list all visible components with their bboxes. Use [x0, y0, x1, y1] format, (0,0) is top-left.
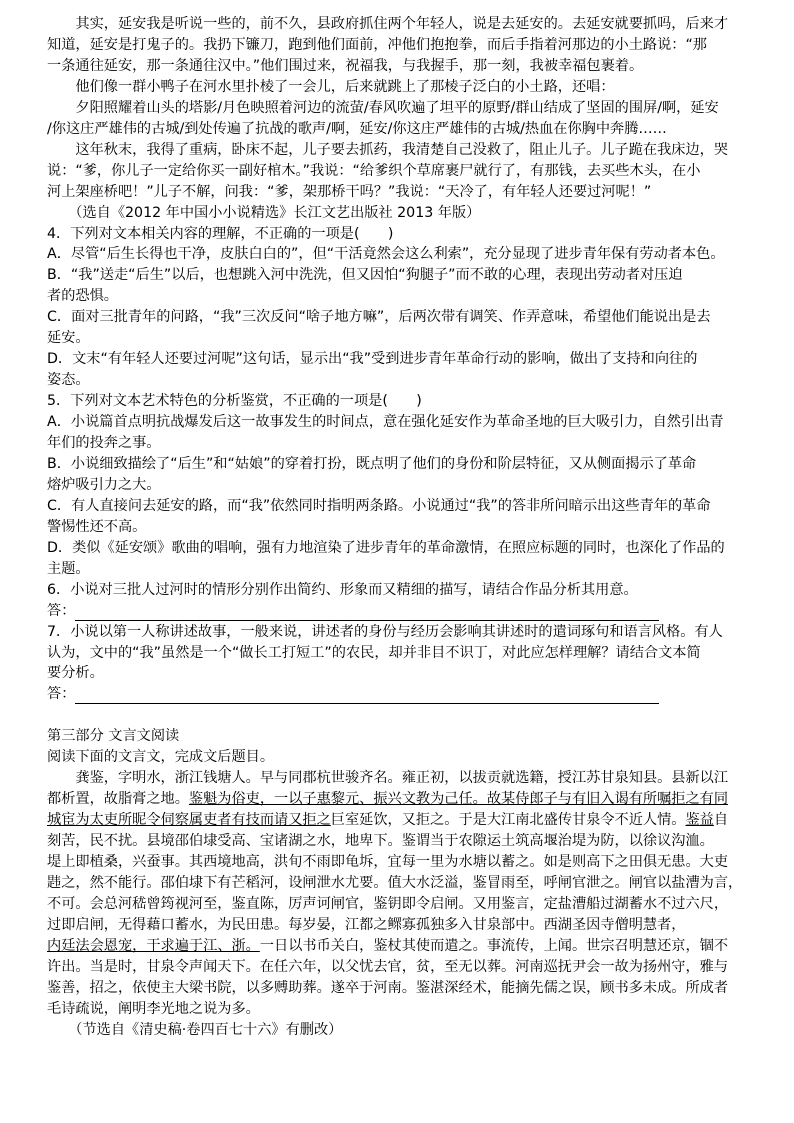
line-text: 5．下列对文本艺术特色的分析鉴赏，不正确的一项是( )	[47, 393, 422, 410]
text-line	[47, 663, 104, 683]
text-line	[47, 119, 667, 139]
text-line	[47, 433, 161, 453]
line-text: 过即启闸，无得藉口蓄水，为民田患。每岁晏，江都之鳏寡孤独多入甘泉部中。西湖圣因寺僧明慧者，	[47, 916, 686, 933]
line-text: 第三部分 文言文阅读	[47, 728, 180, 745]
text-line	[47, 328, 90, 348]
text-line	[47, 496, 711, 516]
line-text: 鉴善，招之，依使主大梁书院，以多赙助葬。遂卒于河南。鉴湛深经术，能摘先儒之误，顾书多未成。所成者	[47, 979, 729, 996]
text-line	[47, 873, 742, 893]
text-line	[47, 224, 393, 244]
text-line	[47, 747, 274, 767]
line-text: 毛诗疏说，阐明李光地之说为多。	[47, 1000, 260, 1017]
line-text: 7．小说以第一人称讲述故事，一般来说，讲述者的身份与经历会影响其讲述时的遣词琢句和语言风格。有人	[47, 623, 723, 640]
line-text: 一条通往延安，那一条通往汉中。”他们围过来，祝福我，与我握手，那一刻，我被幸福包裹着。	[47, 57, 644, 74]
text-line	[47, 307, 711, 327]
text-line	[47, 517, 146, 537]
line-text: 阅读下面的文言文，完成文后题目。	[47, 749, 275, 766]
underlined-text: 城宦为太吏所昵令伺察属吏者有技而请又拒之	[47, 812, 331, 829]
text-line	[47, 77, 615, 97]
text-line	[47, 580, 638, 600]
text-line	[47, 286, 118, 306]
line-text: 其实，延安我是听说一些的，前不久，县政府抓住两个年轻人，说是去延安的。去延安就要抓吗，后来才	[47, 16, 729, 32]
line-text: 要分析。	[47, 665, 104, 682]
text-segment: 自	[713, 812, 729, 829]
text-line	[47, 999, 260, 1019]
text-line	[47, 726, 179, 746]
answer-blank[interactable]	[75, 689, 659, 704]
line-text: B．“我”送走“后生”以后，也想跳入河中洗洗，但又因怕“狗腿子”而不敢的心理，表现出劳动者对压迫	[47, 267, 683, 284]
text-line	[47, 894, 728, 914]
line-text: 主题。	[47, 560, 90, 577]
line-text: 熔炉吸引力之大。	[47, 476, 161, 493]
line-text: 认为，文中的“我”虽然是一个“做长工打短工”的农民，却并非目不识丁，对此应怎样理解？请结合文本简	[47, 644, 701, 661]
text-line	[47, 98, 719, 118]
text-line	[47, 622, 723, 642]
text-line	[47, 140, 728, 160]
underlined-text: 内廷法会恩宠，干求遍于江、浙。	[47, 937, 260, 954]
text-line	[47, 349, 697, 369]
text-line	[47, 56, 643, 76]
text-line	[47, 810, 728, 830]
line-text: 河上架座桥吧！”儿子不解，问我：“爹，架那桥干吗？”我说：“天冷了，有年轻人还要过河呢！”	[47, 183, 652, 200]
line-text: 这年秋末，我得了重病，卧床不起，儿子要去抓药，我清楚自己没救了，阻止儿子。儿子跪在我床边，哭	[47, 141, 729, 158]
line-text: 夕阳照耀着山头的塔影/月色映照着河边的流萤/春风吹遍了坦平的原野/群山结成了坚固的围屏/啊，延安	[47, 99, 719, 116]
text-line	[47, 852, 728, 872]
text-line	[47, 475, 161, 495]
text-line	[47, 454, 696, 474]
line-text: 刻苦，民不扰。县境邵伯埭受高、宝诸湖之水，地卑下。鉴谓当于农隙运土筑高堰治堤为防，以徐议沟洫。	[47, 833, 714, 850]
line-text: D．类似《延安颂》歌曲的唱响，强有力地渲染了进步青年的革命激情，在照应标题的同时，也深化了作品的	[47, 539, 725, 556]
text-line	[47, 789, 728, 809]
text-line	[47, 370, 90, 390]
underlined-text: 故某侍郎子与有旧入谒有所嘱拒之有同	[486, 791, 729, 808]
line-text: 说：“爹，你儿子一定给你买一副好棺木。”我说：“给爹织个草席裹尸就行了，有那钱，去买些木头，在小	[47, 162, 701, 179]
line-text: 者的恐惧。	[47, 288, 118, 305]
text-line	[47, 391, 422, 411]
line-text: D．文末“有年轻人还要过河呢”这句话，显示出“我”受到进步青年革命行动的影响，做出了支持和向往的	[47, 351, 698, 368]
line-text: 年们的投奔之事。	[47, 435, 161, 451]
text-line	[47, 768, 728, 788]
line-text: 知道，延安是打鬼子的。我扔下镰刀，跑到他们面前，冲他们抱抱拳，而后手指着河那边的小土路说：“那	[47, 36, 707, 53]
text-line	[47, 915, 685, 935]
text-segment: 巨室延饮，又拒之。于是大江南北盛传甘泉令不近人情。	[330, 812, 686, 829]
text-line	[47, 265, 683, 285]
line-text: 答：	[47, 686, 76, 703]
line-text: 韪之，然不能行。邵伯埭下有芒稻河，设闸泄水尤要。值大水泛溢，鉴冒雨至，呼闸官泄之。闸官以盐漕为言，	[47, 874, 743, 891]
line-text: C．面对三批青年的问路，“我”三次反问“啥子地方嘛”，后两次带有调笑、作弄意味，希望他们能说出是去	[47, 309, 711, 326]
text-line	[47, 203, 480, 223]
text-line	[47, 538, 725, 558]
underlined-text: 鉴魁为俗吏，一以子惠黎元、振兴文教为己任。	[188, 791, 487, 808]
line-text: 龚鉴，字明水，浙江钱塘人。早与同郡杭世骏齐名。雍正初，以拔贡就选籍，授江苏甘泉知县。县新以江	[47, 770, 729, 787]
text-line	[47, 559, 90, 579]
text-line	[47, 957, 728, 977]
answer-line[interactable]	[47, 601, 659, 621]
line-text: （选自《2012 年中国小小说精选》长江文艺出版社 2013 年版）	[47, 204, 481, 221]
text-line	[47, 1020, 342, 1040]
text-line	[47, 936, 728, 956]
line-text: B．小说细致描绘了“后生”和“姑娘”的穿着打扮，既点明了他们的身份和阶层特征，又从侧面揭示了革命	[47, 455, 697, 472]
line-text: 不可。会总河嵇曾筠视河至，鉴直陈，厉声诃闸官，鉴钥即令启闸。又用鉴言，定盐漕船过湖蓄水不过六尺，	[47, 895, 729, 912]
line-text: /你这庄严雄伟的古城/到处传遍了抗战的歌声/啊，延安/你这庄严雄伟的古城/热血在你胸中奔腾……	[47, 120, 667, 137]
text-line	[47, 412, 724, 432]
text-segment: 一日以书币关白，鉴杖其使而遣之。事流传，上闻。世宗召明慧还京，锢不	[259, 937, 729, 954]
line-text: 警惕性还不高。	[47, 518, 147, 535]
text-line	[47, 35, 707, 55]
answer-line[interactable]	[47, 684, 659, 704]
text-line	[47, 14, 728, 34]
line-text: 延安。	[47, 330, 90, 347]
line-text: 许出。当是时，甘泉令声闻天下。在任六年，以父忧去官，贫，至无以葬。河南巡抚尹会一故为扬州守，雅与	[47, 958, 729, 975]
line-text: 6．小说对三批人过河时的情形分别作出简约、形象而又精细的描写，请结合作品分析其用意。	[47, 581, 638, 598]
line-text: A．尽管“后生长得也干净，皮肤白白的”，但“干活竟然会这么利索”，充分显现了进步青年保有劳动者本色。	[47, 246, 725, 263]
text-line	[47, 244, 725, 264]
text-line	[47, 643, 701, 663]
underlined-text: 鉴益	[685, 812, 714, 829]
line-text: 堤上即植桑，兴蚕事。其西境地高，洪旬不雨即龟坼，宜每一里为水塘以蓄之。如是则高下之田俱无患。大吏	[47, 854, 729, 870]
line-text: C．有人直接问去延安的路，而“我”依然同时指明两条路。小说通过“我”的答非所问暗示出这些青年的革命	[47, 497, 711, 514]
line-text: 答：	[47, 602, 76, 619]
line-text: （节选自《清史稿·卷四百七十六》有删改）	[47, 1021, 343, 1038]
answer-blank[interactable]	[75, 606, 659, 621]
text-line	[47, 182, 651, 202]
line-text: 姿态。	[47, 372, 90, 389]
text-line	[47, 831, 714, 851]
text-line	[47, 978, 728, 998]
line-text: A．小说篇首点明抗战爆发后这一故事发生的时间点，意在强化延安作为革命圣地的巨大吸引力，自然引出青	[47, 414, 724, 431]
line-text: 他们像一群小鸭子在河水里扑棱了一会儿，后来就跳上了那棱子泛白的小土路，还唱：	[47, 78, 615, 95]
text-segment: 都析置，故脂膏之地。	[47, 791, 189, 808]
line-text: 4．下列对文本相关内容的理解，不正确的一项是( )	[47, 225, 394, 242]
text-line	[47, 161, 700, 181]
